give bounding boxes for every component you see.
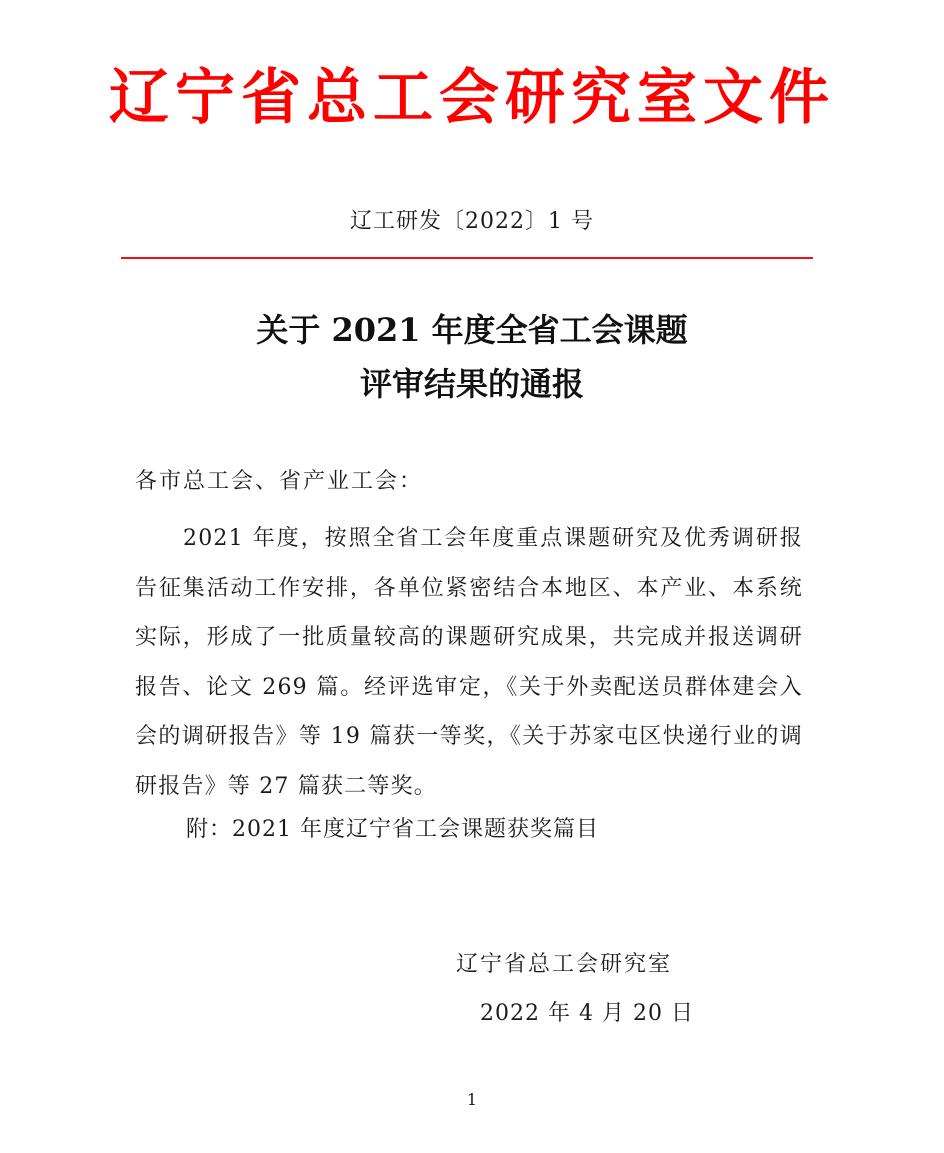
- body-paragraph: [135, 514, 803, 811]
- notice-title-line-1: 关于 2021 年度全省工会课题: [256, 311, 688, 349]
- attachment-note: 附：2021 年度辽宁省工会课题获奖篇目: [186, 817, 599, 842]
- salutation: 各市总工会、省产业工会：: [135, 469, 424, 494]
- page-number: 1: [466, 1090, 478, 1109]
- signature-organization: 辽宁省总工会研究室: [456, 952, 673, 977]
- red-divider-line: [121, 257, 813, 259]
- signature-date: 2022 年 4 月 20 日: [480, 1001, 694, 1026]
- notice-title-line-2: 评审结果的通报: [359, 365, 584, 403]
- document-header-title: 辽宁省总工会研究室文件: [109, 63, 835, 133]
- document-number: 辽工研发〔2022〕1 号: [350, 209, 594, 234]
- body-paragraph-text: 2021 年度，按照全省工会年度重点课题研究及优秀调研报告征集活动工作安排，各单位紧密结合本地区、本产业、本系统实际，形成了一批质量较高的课题研究成果，共完成并报送调研报告、论文 269 篇。经评选审定，《关于外卖配送员群体建会入会的调研报告》等 19 篇获一等奖，《关于苏家屯区快递行业的调研报告》等 27 篇获二等奖。: [135, 526, 803, 799]
